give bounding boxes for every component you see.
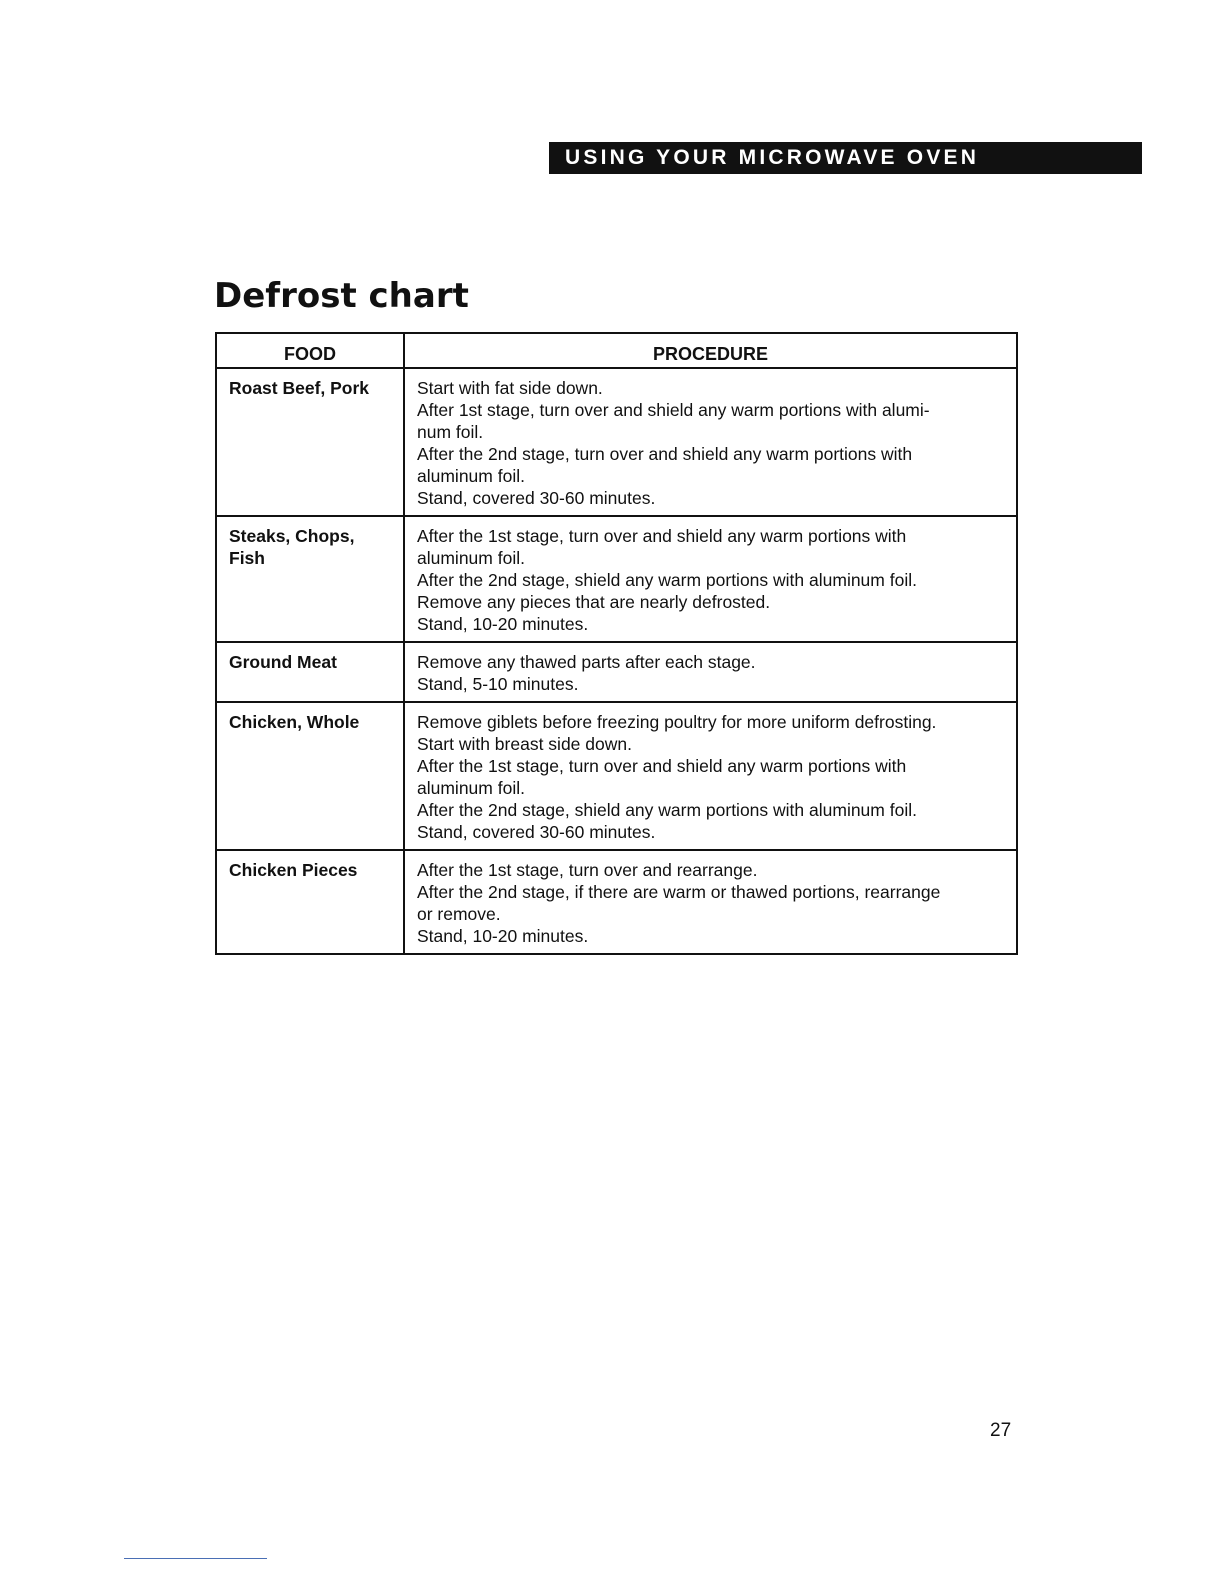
procedure-line: After the 1st stage, turn over and shield any warm portions with	[417, 756, 907, 776]
procedure-line: Start with breast side down.	[417, 734, 632, 754]
procedure-line: aluminum foil.	[417, 548, 525, 568]
procedure-line: After the 1st stage, turn over and shield any warm portions with	[417, 526, 907, 546]
procedure-line: After 1st stage, turn over and shield any warm portions with alumi-	[417, 400, 930, 420]
food-cell: Ground Meat	[216, 642, 404, 702]
procedure-line: After the 2nd stage, shield any warm portions with aluminum foil.	[417, 800, 917, 820]
procedure-column-header: PROCEDURE	[404, 333, 1017, 368]
procedure-line: Remove giblets before freezing poultry for more uniform defrosting.	[417, 712, 937, 732]
food-cell: Roast Beef, Pork	[216, 368, 404, 516]
procedure-line: After the 2nd stage, shield any warm portions with aluminum foil.	[417, 570, 917, 590]
footer-divider	[124, 1558, 267, 1559]
section-banner: USING YOUR MICROWAVE OVEN	[549, 142, 1142, 174]
table-row	[216, 368, 1017, 516]
food-cell: Chicken, Whole	[216, 702, 404, 850]
procedure-line: aluminum foil.	[417, 778, 525, 798]
procedure-cell	[404, 368, 1017, 516]
food-column-header: FOOD	[216, 333, 404, 368]
page-number: 27	[990, 1420, 1012, 1441]
procedure-line: Remove any pieces that are nearly defrosted.	[417, 592, 771, 612]
procedure-line: After the 1st stage, turn over and rearrange.	[417, 860, 758, 880]
procedure-cell	[404, 702, 1017, 850]
procedure-line: num foil.	[417, 422, 484, 442]
procedure-line: After the 2nd stage, if there are warm or thawed portions, rearrange	[417, 882, 941, 902]
table-row	[216, 850, 1017, 954]
page-title: Defrost chart	[214, 276, 469, 316]
table-row	[216, 702, 1017, 850]
procedure-cell	[404, 516, 1017, 642]
table-row	[216, 642, 1017, 702]
defrost-table	[215, 332, 1018, 955]
procedure-line: Remove any thawed parts after each stage.	[417, 652, 756, 672]
procedure-cell	[404, 850, 1017, 954]
procedure-line: Stand, covered 30-60 minutes.	[417, 488, 656, 508]
procedure-cell	[404, 642, 1017, 702]
procedure-line: After the 2nd stage, turn over and shield any warm portions with	[417, 444, 913, 464]
procedure-line: Stand, 5-10 minutes.	[417, 674, 579, 694]
procedure-line: aluminum foil.	[417, 466, 525, 486]
procedure-line: Stand, 10-20 minutes.	[417, 614, 589, 634]
procedure-line: or remove.	[417, 904, 501, 924]
table-row	[216, 516, 1017, 642]
food-cell: Steaks, Chops, Fish	[216, 516, 404, 642]
procedure-line: Stand, covered 30-60 minutes.	[417, 822, 656, 842]
procedure-line: Start with fat side down.	[417, 378, 603, 398]
table-header-row	[216, 333, 1017, 368]
food-cell: Chicken Pieces	[216, 850, 404, 954]
procedure-line: Stand, 10-20 minutes.	[417, 926, 589, 946]
